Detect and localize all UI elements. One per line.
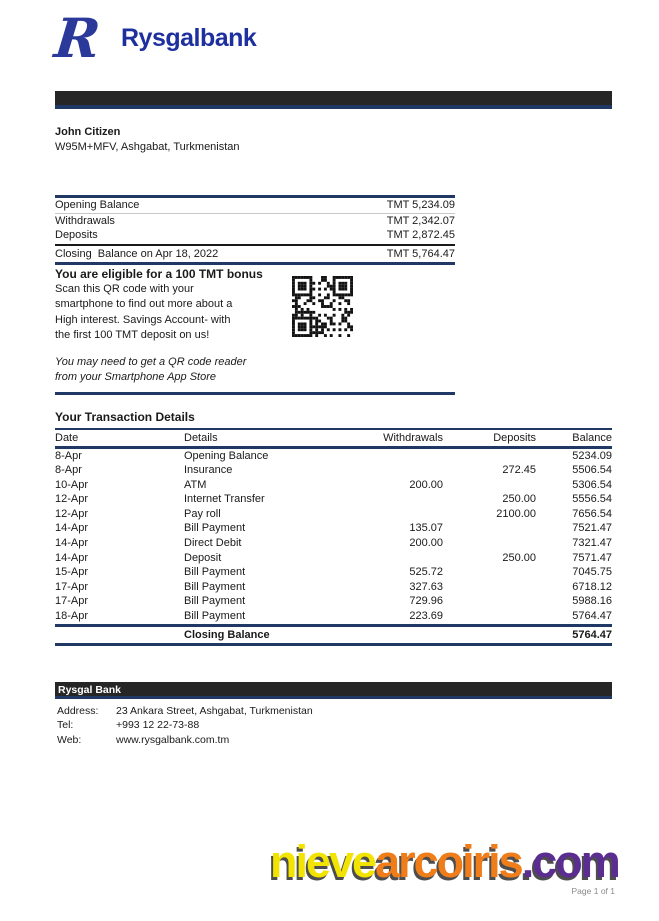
txn-deposit xyxy=(443,536,536,551)
footer-value-address: 23 Ankara Street, Ashgabat, Turkmenistan xyxy=(116,704,313,717)
txn-withdrawal xyxy=(314,492,443,507)
footer-label-address: Address: xyxy=(57,704,99,717)
txn-date: 18-Apr xyxy=(55,610,89,623)
txn-balance: 6718.12 xyxy=(572,580,612,593)
bonus-body xyxy=(55,282,455,344)
transactions-title: Your Transaction Details xyxy=(55,409,195,424)
txn-balance: 5306.54 xyxy=(572,478,612,491)
footer-bank-name-bar: Rysgal Bank xyxy=(55,682,612,699)
txn-deposit: 250.00 xyxy=(502,551,536,564)
footer-label-tel: Tel: xyxy=(57,719,74,732)
bank-logo-monogram: R xyxy=(51,6,104,70)
footer-row xyxy=(55,733,612,748)
transactions-header-row xyxy=(55,429,612,448)
txn-withdrawal xyxy=(314,447,443,463)
txn-deposit xyxy=(443,609,536,625)
bonus-body-line: the first 100 TMT deposit on us! xyxy=(55,329,210,341)
txn-date: 15-Apr xyxy=(55,566,89,579)
bonus-body-line: High interest. Savings Account- with xyxy=(55,313,231,326)
txn-balance: 5764.47 xyxy=(572,610,612,623)
txn-details: Direct Debit xyxy=(184,537,242,550)
footer-label-web: Web: xyxy=(57,733,82,746)
txn-balance: 5234.09 xyxy=(572,449,612,462)
txn-date: 12-Apr xyxy=(55,507,89,520)
bonus-note xyxy=(55,355,455,386)
table-row xyxy=(55,609,612,625)
header-divider-bar xyxy=(55,91,612,109)
txn-details: Insurance xyxy=(184,464,233,477)
watermark-part2: arcoiris xyxy=(375,836,522,887)
txn-balance: 7656.54 xyxy=(572,507,612,520)
closing-balance-label: Closing Balance on Apr 18, 2022 xyxy=(55,247,219,260)
txn-withdrawal: 525.72 xyxy=(409,566,443,579)
table-row xyxy=(55,447,612,463)
txn-deposit xyxy=(443,521,536,536)
footer-block xyxy=(55,682,612,748)
txn-date: 10-Apr xyxy=(55,478,89,491)
txn-details: Bill Payment xyxy=(184,580,246,593)
txn-deposit: 2100.00 xyxy=(496,507,536,520)
txn-details: ATM xyxy=(184,478,207,491)
bank-name-text: Rysgalbank xyxy=(121,23,257,52)
watermark-part3: .com xyxy=(521,836,619,887)
bonus-note-line: from your Smartphone App Store xyxy=(55,371,217,383)
txn-date: 14-Apr xyxy=(55,522,89,535)
txn-details: Bill Payment xyxy=(184,522,246,535)
footer-value-web: www.rysgalbank.com.tm xyxy=(116,733,230,746)
col-header-withdrawals: Withdrawals xyxy=(314,429,443,448)
transactions-table xyxy=(55,428,612,646)
bonus-offer-box xyxy=(55,265,455,395)
customer-block xyxy=(55,125,612,154)
customer-name: John Citizen xyxy=(55,126,121,138)
txn-withdrawal: 200.00 xyxy=(409,537,443,550)
footer-row xyxy=(55,704,612,719)
bonus-body-line: smartphone to find out more about a xyxy=(55,298,233,310)
txn-deposit xyxy=(443,478,536,493)
table-row xyxy=(55,536,612,551)
table-row xyxy=(55,463,612,478)
txn-balance: 5506.54 xyxy=(572,464,612,477)
txn-withdrawal: 200.00 xyxy=(409,478,443,491)
txn-withdrawal: 729.96 xyxy=(409,595,443,608)
txn-withdrawal xyxy=(314,551,443,566)
summary-label: Deposits xyxy=(55,229,98,241)
page-number: Page 1 of 1 xyxy=(571,886,615,896)
col-header-balance: Balance xyxy=(536,429,612,448)
table-row xyxy=(55,565,612,580)
col-header-deposits: Deposits xyxy=(443,429,536,448)
summary-row xyxy=(55,198,455,214)
bank-logo xyxy=(51,0,612,70)
txn-details: Deposit xyxy=(184,551,222,564)
txn-date: 17-Apr xyxy=(55,580,89,593)
table-row xyxy=(55,594,612,609)
txn-deposit xyxy=(443,594,536,609)
balance-summary-table xyxy=(55,195,455,265)
txn-withdrawal xyxy=(314,463,443,478)
bonus-note-line: You may need to get a QR code reader xyxy=(55,355,247,368)
watermark-part1: nieve xyxy=(270,836,376,887)
txn-date: 14-Apr xyxy=(55,551,89,564)
summary-row xyxy=(55,228,455,243)
closing-row-balance: 5764.47 xyxy=(536,625,612,644)
closing-balance-value: TMT 5,764.47 xyxy=(386,247,455,260)
transactions-closing-row xyxy=(55,625,612,644)
txn-details: Internet Transfer xyxy=(184,493,265,506)
txn-deposit: 250.00 xyxy=(502,493,536,506)
txn-balance: 5556.54 xyxy=(572,493,612,506)
txn-withdrawal xyxy=(314,507,443,522)
txn-date: 17-Apr xyxy=(55,595,89,608)
col-header-date: Date xyxy=(55,429,184,448)
txn-deposit: 272.45 xyxy=(502,464,536,477)
bonus-body-line: Scan this QR code with your xyxy=(55,282,194,295)
txn-withdrawal: 135.07 xyxy=(409,522,443,535)
txn-balance: 7521.47 xyxy=(572,522,612,535)
txn-details: Pay roll xyxy=(184,507,221,520)
txn-date: 14-Apr xyxy=(55,537,89,550)
footer-row xyxy=(55,718,612,733)
summary-value: TMT 2,872.45 xyxy=(386,229,455,241)
txn-balance: 7571.47 xyxy=(572,551,612,564)
col-header-details: Details xyxy=(184,429,314,448)
txn-date: 12-Apr xyxy=(55,493,89,506)
table-row xyxy=(55,507,612,522)
summary-value: TMT 2,342.07 xyxy=(386,214,455,227)
txn-deposit xyxy=(443,565,536,580)
txn-details: Bill Payment xyxy=(184,595,246,608)
closing-row-label: Closing Balance xyxy=(184,625,314,644)
qr-code xyxy=(292,276,353,337)
txn-deposit xyxy=(443,580,536,595)
txn-details: Opening Balance xyxy=(184,449,269,462)
txn-withdrawal: 223.69 xyxy=(409,610,443,623)
bonus-title: You are eligible for a 100 TMT bonus xyxy=(55,266,263,281)
txn-date: 8-Apr xyxy=(55,464,82,477)
table-row xyxy=(55,492,612,507)
summary-closing-row xyxy=(55,244,455,265)
table-row xyxy=(55,521,612,536)
table-row xyxy=(55,580,612,595)
watermark-text xyxy=(270,836,619,888)
customer-address: W95M+MFV, Ashgabat, Turkmenistan xyxy=(55,141,240,153)
footer-value-tel: +993 12 22-73-88 xyxy=(116,719,200,732)
txn-withdrawal: 327.63 xyxy=(409,580,443,593)
txn-deposit xyxy=(443,447,536,463)
txn-details: Bill Payment xyxy=(184,566,246,579)
summary-value: TMT 5,234.09 xyxy=(386,199,455,211)
table-row xyxy=(55,551,612,566)
txn-date: 8-Apr xyxy=(55,449,82,462)
summary-row xyxy=(55,214,455,229)
table-row xyxy=(55,478,612,493)
summary-label: Opening Balance xyxy=(55,199,140,211)
txn-balance: 7321.47 xyxy=(572,537,612,550)
txn-balance: 7045.75 xyxy=(572,566,612,579)
txn-details: Bill Payment xyxy=(184,610,246,623)
summary-label: Withdrawals xyxy=(55,214,115,227)
txn-balance: 5988.16 xyxy=(572,595,612,608)
